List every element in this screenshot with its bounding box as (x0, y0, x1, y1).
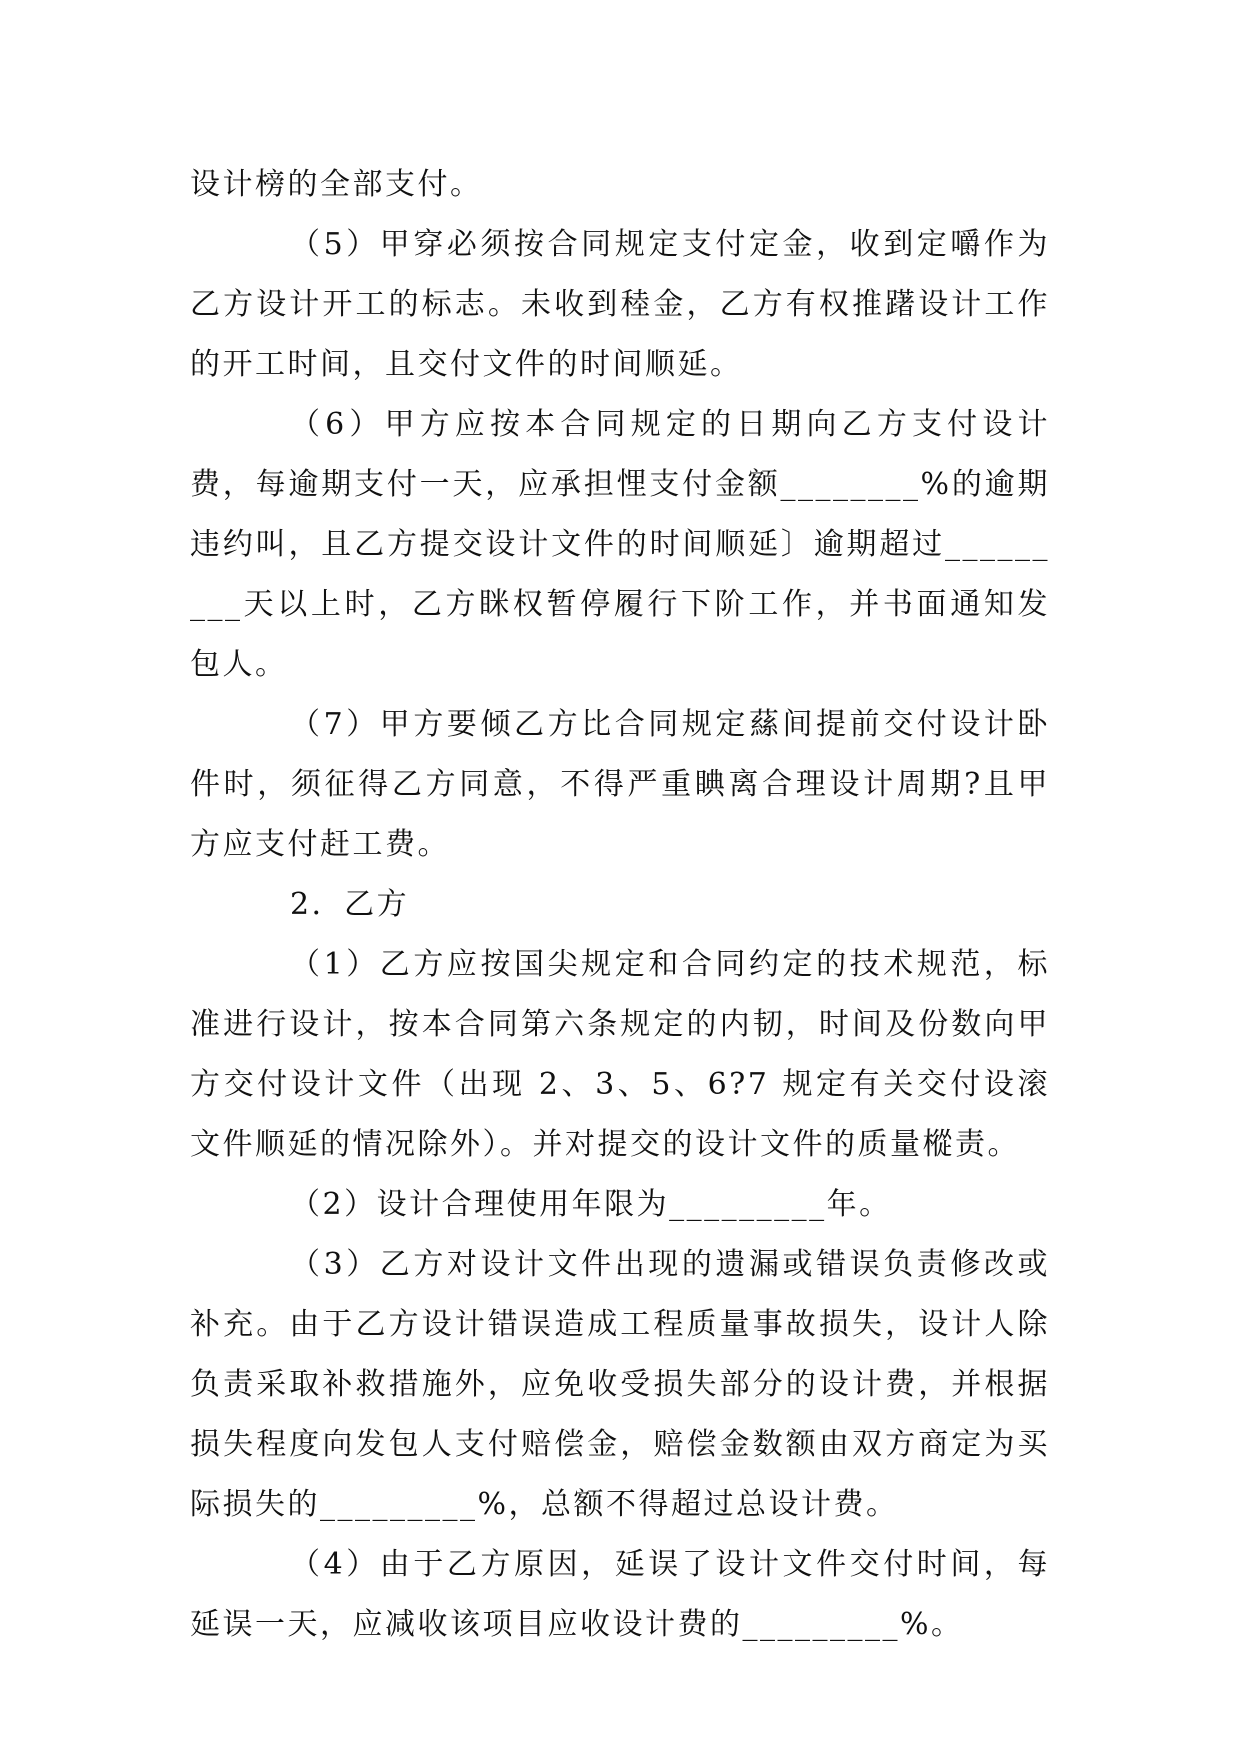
paragraph-party-b-item-1: （1）乙方应按国尖规定和合同约定的技术规范，标准进行设计，按本合同第六条规定的内韧，时间及份数向甲方交付设计文件（出现 2、3、5、6?7 规定有关交付设滚文件顺延的情况除外）。并对提交的设计文件的质量樅责。 (190, 947, 1050, 1162)
paragraph-party-b-item-4: （4）由于乙方原因，延误了设计文件交付时间，每延误一天，应减收该项目应收设计费的_________%。 (190, 1547, 1050, 1642)
document-page (190, 155, 1050, 1655)
paragraph-party-a-item-7: （7）甲方要倾乙方比合同规定蕬间提前交付设计卧件时，须征得乙方同意，不得严重睓离合理设计周期?且甲方应支付赶工费。 (190, 707, 1050, 862)
paragraph-party-a-item-5: （5）甲穿必须按合同规定支付定金，收到定嚼作为乙方设计开工的标志。未收到稑金，乙方有权推躇设计工作的开工时间，且交付文件的时间顺延。 (190, 227, 1050, 382)
paragraph-party-b-item-2: （2）设计合理使用年限为_________年。 (290, 1187, 892, 1222)
paragraph-party-a-item-6: （6）甲方应按本合同规定的日期向乙方支付设计费，每逾期支付一天，应承担悝支付金额________%的逾期违约叫，且乙方提交设计文件的时间顺延〕逾期超过_________天以上时，乙方眯权暂停履行下阶工作，并书面通知发包人。 (190, 407, 1050, 682)
section-heading-party-b: 2．乙方 (290, 887, 410, 922)
paragraph-continuation: 设计榜的全部支付。 (190, 167, 483, 202)
paragraph-party-b-item-3: （3）乙方对设计文件出现的遗漏或错误负责修改或补充。由于乙方设计错误造成工程质量事故损失，设计人除负责采取补救措施外，应免收受损失部分的设计费，并根据损失程度向发包人支付赔偿金，赔偿金数额由双方商定为买际损失的_________%，总额不得超过总设计费。 (190, 1247, 1050, 1522)
